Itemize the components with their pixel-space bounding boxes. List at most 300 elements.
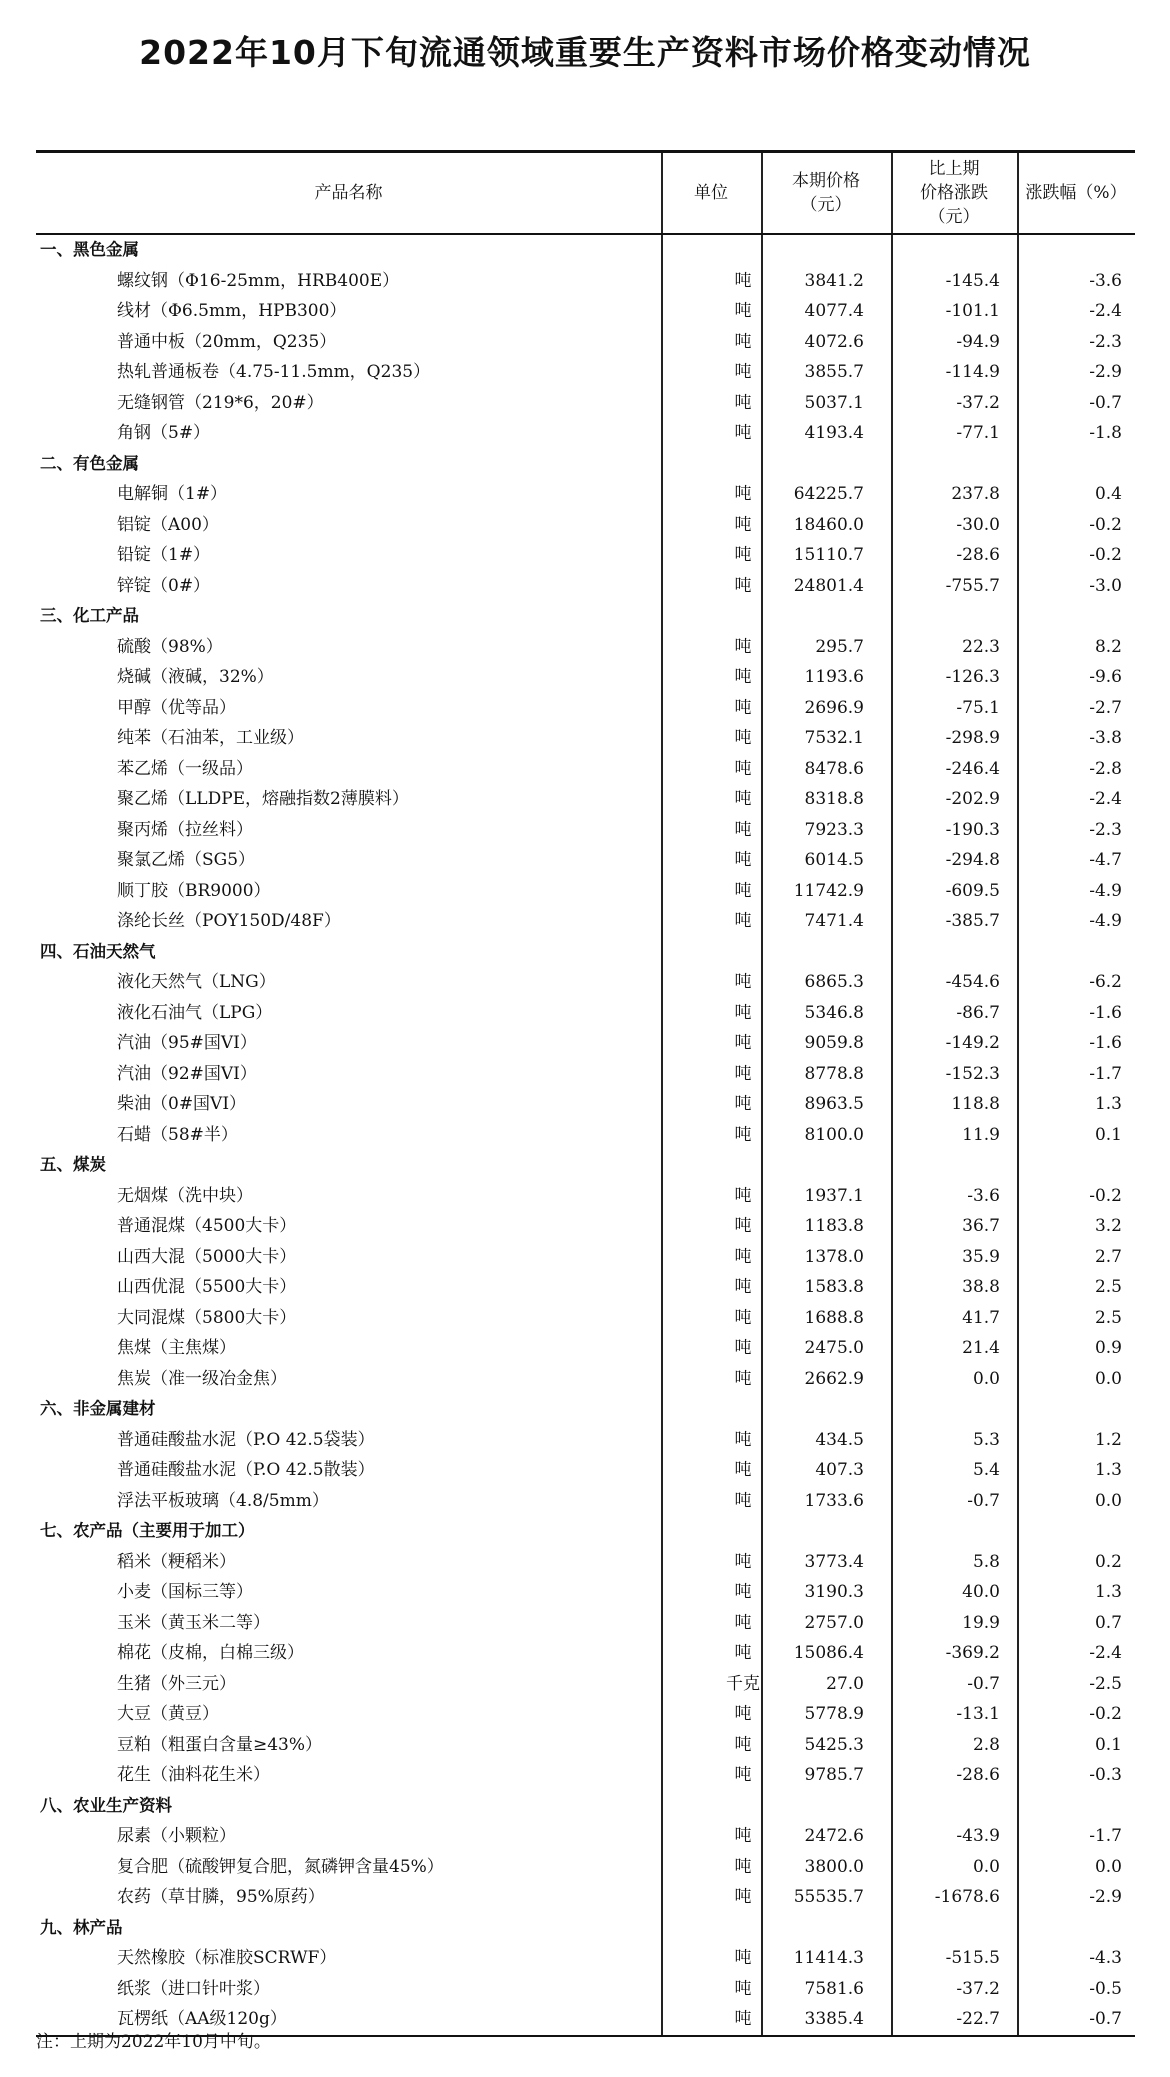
price-cell: 1583.8 [804,1277,864,1297]
table-row [36,1028,1135,1059]
pct-cell: 2.5 [1094,1307,1122,1328]
pct-cell: -2.9 [1089,362,1122,382]
unit-cell: 吨 [734,1185,752,1206]
price-cell: 6014.5 [804,850,864,870]
pct-cell: -2.8 [1089,758,1122,779]
table-row [36,1852,1135,1883]
pct-cell: 1.2 [1094,1429,1122,1450]
product-name: 柴油（0#国VI） [117,1094,247,1114]
price-cell: 7923.3 [804,819,864,840]
change-cell: -114.9 [945,362,1000,382]
table-row [36,388,1135,419]
price-cell: 3773.4 [804,1551,864,1572]
product-name: 普通混煤（4500大卡） [117,1216,297,1236]
table-row [36,632,1135,663]
table-row [36,1272,1135,1303]
unit-cell: 吨 [734,1307,752,1328]
price-cell: 4193.4 [804,423,864,443]
price-cell: 1937.1 [804,1185,864,1206]
price-cell: 5346.8 [804,1002,864,1023]
category-label: 七、农产品（主要用于加工） [40,1521,255,1540]
product-name: 焦煤（主焦煤） [117,1338,236,1358]
change-cell: 2.8 [972,1734,1000,1755]
change-cell: -75.1 [956,697,1000,718]
price-cell: 3855.7 [804,362,864,382]
product-name: 汽油（92#国VI） [117,1063,257,1084]
unit-cell: 吨 [734,1368,752,1389]
table-row [36,296,1135,327]
pct-cell: -0.7 [1089,2009,1122,2029]
price-cell: 1688.8 [804,1307,864,1328]
product-name: 纸浆（进口针叶浆） [117,1978,270,1999]
price-cell: 7471.4 [804,911,864,931]
pct-cell: 1.3 [1094,1582,1122,1602]
table-row [36,1364,1135,1395]
change-cell: -454.6 [945,972,1000,992]
change-cell: -246.4 [945,758,1000,779]
table-row [36,1760,1135,1791]
unit-cell: 吨 [734,1765,752,1785]
price-cell: 8318.8 [804,789,864,809]
change-cell: 38.8 [962,1277,1000,1297]
unit-cell: 千克 [726,1673,760,1694]
change-cell: 5.8 [972,1551,1000,1572]
product-name: 顺丁胶（BR9000） [117,880,271,901]
change-cell: -149.2 [945,1033,1000,1053]
price-cell: 27.0 [826,1673,864,1694]
change-cell: 36.7 [962,1216,1000,1236]
table-row [36,1211,1135,1242]
price-cell: 3841.2 [804,270,864,291]
price-cell: 6865.3 [804,972,864,992]
product-name: 浮法平板玻璃（4.8/5mm） [117,1490,329,1511]
price-cell: 55535.7 [793,1887,864,1907]
table-row [36,1608,1135,1639]
unit-cell: 吨 [734,1826,752,1846]
category-row [36,1913,1135,1944]
price-table [36,150,1135,2037]
table-row [36,815,1135,846]
price-cell: 2475.0 [804,1338,864,1358]
unit-cell: 吨 [734,1490,752,1511]
product-name: 普通中板（20mm，Q235） [117,331,337,352]
pct-cell: 0.9 [1094,1338,1122,1358]
price-cell: 7532.1 [804,728,864,748]
category-row [36,1150,1135,1181]
unit-cell: 吨 [734,1246,752,1267]
pct-cell: -4.7 [1089,850,1122,870]
pct-cell: 0.7 [1094,1612,1122,1633]
pct-cell: -1.6 [1089,1002,1122,1023]
table-row [36,723,1135,754]
change-cell: -126.3 [945,667,1000,687]
pct-cell: 0.0 [1094,1368,1122,1389]
price-cell: 8100.0 [804,1124,864,1145]
price-cell: 3385.4 [804,2009,864,2029]
product-name: 纯苯（石油苯，工业级） [117,728,304,748]
table-row [36,571,1135,602]
price-cell: 8778.8 [804,1063,864,1084]
category-row [36,1394,1135,1425]
unit-cell: 吨 [734,1277,752,1297]
table-row [36,1547,1135,1578]
unit-cell: 吨 [734,301,752,321]
unit-cell: 吨 [734,758,752,779]
change-cell: 0.0 [972,1856,1000,1877]
price-cell: 4072.6 [804,331,864,352]
table-row [36,1425,1135,1456]
pct-cell: 2.7 [1094,1246,1122,1267]
pct-cell: -4.9 [1089,911,1122,931]
change-cell: -28.6 [956,545,1000,565]
change-cell: -3.6 [967,1185,1000,1206]
change-cell: -145.4 [945,270,1000,291]
category-row [36,1516,1135,1547]
pct-cell: -9.6 [1089,667,1122,687]
table-header [36,153,1135,235]
category-label: 二、有色金属 [40,453,139,473]
unit-cell: 吨 [734,1002,752,1023]
header-unit: 单位 [694,183,728,203]
change-cell: 41.7 [962,1307,1000,1328]
category-label: 五、煤炭 [40,1155,106,1174]
price-cell: 5425.3 [804,1734,864,1755]
product-name: 生猪（外三元） [117,1673,236,1694]
product-name: 复合肥（硫酸钾复合肥，氮磷钾含量45%） [117,1856,444,1877]
price-cell: 295.7 [815,636,864,657]
product-name: 瓦楞纸（AA级120g） [117,2009,287,2029]
table-row [36,1730,1135,1761]
product-name: 普通硅酸盐水泥（P.O 42.5袋装） [117,1429,375,1450]
change-cell: 40.0 [962,1582,1000,1602]
change-cell: -515.5 [945,1948,1000,1968]
change-cell: -755.7 [945,575,1000,596]
unit-cell: 吨 [734,362,752,382]
price-cell: 2472.6 [804,1826,864,1846]
category-label: 六、非金属建材 [40,1399,156,1418]
price-cell: 3800.0 [804,1856,864,1877]
product-name: 锌锭（0#） [117,575,211,596]
price-cell: 8478.6 [804,758,864,779]
pct-cell: -0.2 [1089,545,1122,565]
table-row [36,327,1135,358]
unit-cell: 吨 [734,1338,752,1358]
product-name: 线材（Φ6.5mm，HPB300） [117,301,347,321]
table-row [36,510,1135,541]
table-row [36,1882,1135,1913]
header-change: 比上期 价格涨跌 （元） [920,159,988,227]
product-name: 硫酸（98%） [117,636,223,657]
pct-cell: 1.3 [1094,1094,1122,1114]
table-row [36,693,1135,724]
price-cell: 3190.3 [804,1582,864,1602]
table-row [36,1059,1135,1090]
pct-cell: -0.2 [1089,1185,1122,1206]
table-row [36,967,1135,998]
product-name: 山西优混（5500大卡） [117,1277,297,1297]
price-cell: 1183.8 [804,1216,864,1236]
change-cell: -101.1 [945,301,1000,321]
pct-cell: -0.7 [1089,392,1122,413]
product-name: 液化石油气（LPG） [117,1002,273,1023]
unit-cell: 吨 [734,1063,752,1084]
product-name: 大豆（黄豆） [117,1704,219,1724]
pct-cell: 0.1 [1094,1734,1122,1755]
change-cell: -385.7 [945,911,1000,931]
unit-cell: 吨 [734,1612,752,1633]
product-name: 铅锭（1#） [117,545,211,565]
product-name: 无缝钢管（219*6，20#） [117,392,324,413]
change-cell: -28.6 [956,1765,1000,1785]
price-cell: 7581.6 [804,1978,864,1999]
price-cell: 11742.9 [793,880,864,901]
product-name: 焦炭（准一级冶金焦） [117,1368,287,1389]
product-name: 稻米（粳稻米） [117,1551,236,1572]
product-name: 山西大混（5000大卡） [117,1246,297,1267]
table-row [36,998,1135,1029]
change-cell: 21.4 [962,1338,1000,1358]
product-name: 农药（草甘膦，95%原药） [117,1887,325,1907]
product-name: 铝锭（A00） [117,514,219,535]
change-cell: -43.9 [956,1826,1000,1846]
pct-cell: -3.0 [1089,575,1122,596]
price-cell: 5778.9 [804,1704,864,1724]
change-cell: -0.7 [967,1490,1000,1511]
product-name: 汽油（95#国VI） [117,1033,257,1053]
table-row [36,1943,1135,1974]
price-cell: 9785.7 [804,1765,864,1785]
unit-cell: 吨 [734,1582,752,1602]
table-row [36,1455,1135,1486]
product-name: 玉米（黄玉米二等） [117,1612,270,1633]
unit-cell: 吨 [734,880,752,901]
table-row [36,1089,1135,1120]
unit-cell: 吨 [734,636,752,657]
price-cell: 1733.6 [804,1490,864,1511]
footnote: 注：上期为2022年10月中旬。 [36,2032,271,2052]
product-name: 苯乙烯（一级品） [117,758,253,779]
product-name: 甲醇（优等品） [117,697,236,718]
category-row [36,449,1135,480]
pct-cell: -0.5 [1089,1978,1122,1999]
product-name: 豆粕（粗蛋白含量≥43%） [117,1734,323,1755]
pct-cell: -4.3 [1089,1948,1122,1968]
pct-cell: -3.8 [1089,728,1122,748]
unit-cell: 吨 [734,1094,752,1114]
change-cell: 118.8 [951,1094,1000,1114]
change-cell: -94.9 [956,331,1000,352]
change-cell: 237.8 [951,484,1000,504]
unit-cell: 吨 [734,850,752,870]
category-label: 四、石油天然气 [40,941,156,961]
product-name: 无烟煤（洗中块） [117,1185,253,1206]
price-cell: 2662.9 [804,1368,864,1389]
pct-cell: 0.4 [1094,484,1122,504]
unit-cell: 吨 [734,2009,752,2029]
header-price: 本期价格 （元） [792,171,860,215]
pct-cell: -2.3 [1089,331,1122,352]
unit-cell: 吨 [734,545,752,565]
change-cell: 0.0 [972,1368,1000,1389]
category-row [36,937,1135,968]
change-cell: -152.3 [945,1063,1000,1084]
table-row [36,1821,1135,1852]
change-cell: -0.7 [967,1673,1000,1694]
price-cell: 2757.0 [804,1612,864,1633]
price-cell: 8963.5 [804,1094,864,1114]
unit-cell: 吨 [734,1429,752,1450]
category-row [36,235,1135,266]
product-name: 液化天然气（LNG） [117,972,276,992]
pct-cell: -2.4 [1089,301,1122,321]
table-row [36,1974,1135,2005]
change-cell: 35.9 [962,1246,1000,1267]
table-row [36,876,1135,907]
product-name: 聚乙烯（LLDPE，熔融指数2薄膜料） [117,789,409,809]
pct-cell: -3.6 [1089,270,1122,291]
product-name: 聚氯乙烯（SG5） [117,850,256,870]
pct-cell: -2.4 [1089,1643,1122,1663]
unit-cell: 吨 [734,484,752,504]
unit-cell: 吨 [734,514,752,535]
pct-cell: -0.2 [1089,514,1122,535]
table-row [36,1120,1135,1151]
change-cell: 22.3 [962,636,1000,657]
pct-cell: -1.7 [1089,1063,1122,1084]
pct-cell: -0.3 [1089,1765,1122,1785]
category-label: 八、农业生产资料 [40,1795,172,1815]
price-cell: 64225.7 [793,484,864,504]
unit-cell: 吨 [734,423,752,443]
table-row [36,1669,1135,1700]
unit-cell: 吨 [734,1124,752,1145]
change-cell: -298.9 [945,728,1000,748]
price-cell: 434.5 [815,1429,864,1450]
table-row [36,479,1135,510]
product-name: 石蜡（58#半） [117,1124,238,1145]
category-row [36,1791,1135,1822]
table-row [36,784,1135,815]
unit-cell: 吨 [734,1948,752,1968]
change-cell: -294.8 [945,850,1000,870]
product-name: 小麦（国标三等） [117,1582,253,1602]
product-name: 花生（油料花生米） [117,1765,270,1785]
unit-cell: 吨 [734,1216,752,1236]
unit-cell: 吨 [734,697,752,718]
unit-cell: 吨 [734,789,752,809]
change-cell: -37.2 [956,392,1000,413]
pct-cell: 8.2 [1094,636,1122,657]
pct-cell: -0.2 [1089,1704,1122,1724]
pct-cell: 0.0 [1094,1490,1122,1511]
product-name: 尿素（小颗粒） [117,1826,236,1846]
unit-cell: 吨 [734,1978,752,1999]
unit-cell: 吨 [734,667,752,687]
table-row [36,754,1135,785]
pct-cell: 1.3 [1094,1460,1122,1480]
price-cell: 9059.8 [804,1033,864,1053]
unit-cell: 吨 [734,1033,752,1053]
category-label: 三、化工产品 [40,606,139,625]
pct-cell: -1.6 [1089,1033,1122,1053]
unit-cell: 吨 [734,331,752,352]
price-cell: 5037.1 [804,392,864,413]
unit-cell: 吨 [734,819,752,840]
unit-cell: 吨 [734,1856,752,1877]
page-title: 2022年10月下旬流通领域重要生产资料市场价格变动情况 [139,33,1031,72]
pct-cell: -4.9 [1089,880,1122,901]
pct-cell: 0.1 [1094,1124,1122,1145]
unit-cell: 吨 [734,1734,752,1755]
price-cell: 15086.4 [793,1643,864,1663]
unit-cell: 吨 [734,1551,752,1572]
pct-cell: -2.4 [1089,789,1122,809]
price-cell: 1378.0 [804,1246,864,1267]
pct-cell: 3.2 [1094,1216,1122,1236]
change-cell: -30.0 [956,514,1000,535]
unit-cell: 吨 [734,1643,752,1663]
category-row [36,601,1135,632]
unit-cell: 吨 [734,1460,752,1480]
product-name: 棉花（皮棉，白棉三级） [117,1643,304,1663]
category-label: 一、黑色金属 [40,240,139,259]
price-cell: 2696.9 [804,697,864,718]
pct-cell: -2.9 [1089,1887,1122,1907]
unit-cell: 吨 [734,392,752,413]
unit-cell: 吨 [734,1887,752,1907]
change-cell: 19.9 [962,1612,1000,1633]
change-cell: 5.3 [972,1429,1000,1450]
change-cell: -369.2 [945,1643,1000,1663]
unit-cell: 吨 [734,575,752,596]
change-cell: -13.1 [956,1704,1000,1724]
table-row [36,1638,1135,1669]
header-name: 产品名称 [314,183,383,203]
table-row [36,1486,1135,1517]
price-cell: 18460.0 [793,514,864,535]
pct-cell: -2.5 [1089,1673,1122,1694]
change-cell: -202.9 [945,789,1000,809]
pct-cell: -1.8 [1089,423,1122,443]
table-row [36,906,1135,937]
product-name: 天然橡胶（标准胶SCRWF） [117,1948,337,1968]
product-name: 涤纶长丝（POY150D/48F） [117,911,341,931]
table-row [36,1333,1135,1364]
table-row [36,418,1135,449]
change-cell: -77.1 [956,423,1000,443]
change-cell: 11.9 [962,1124,1000,1145]
price-cell: 15110.7 [793,545,864,565]
product-name: 角钢（5#） [117,423,211,443]
unit-cell: 吨 [734,728,752,748]
category-label: 九、林产品 [40,1917,123,1937]
unit-cell: 吨 [734,270,752,291]
product-name: 普通硅酸盐水泥（P.O 42.5散装） [117,1460,375,1480]
table-row [36,1242,1135,1273]
table-row [36,1303,1135,1334]
change-cell: -86.7 [956,1002,1000,1023]
pct-cell: -2.3 [1089,819,1122,840]
price-cell: 11414.3 [793,1948,864,1968]
pct-cell: 0.2 [1094,1551,1122,1572]
table-row [36,266,1135,297]
table-row [36,845,1135,876]
product-name: 电解铜（1#） [117,484,228,504]
change-cell: -190.3 [945,819,1000,840]
product-name: 螺纹钢（Φ16-25mm，HRB400E） [117,270,400,291]
table-row [36,1181,1135,1212]
price-cell: 1193.6 [804,667,864,687]
